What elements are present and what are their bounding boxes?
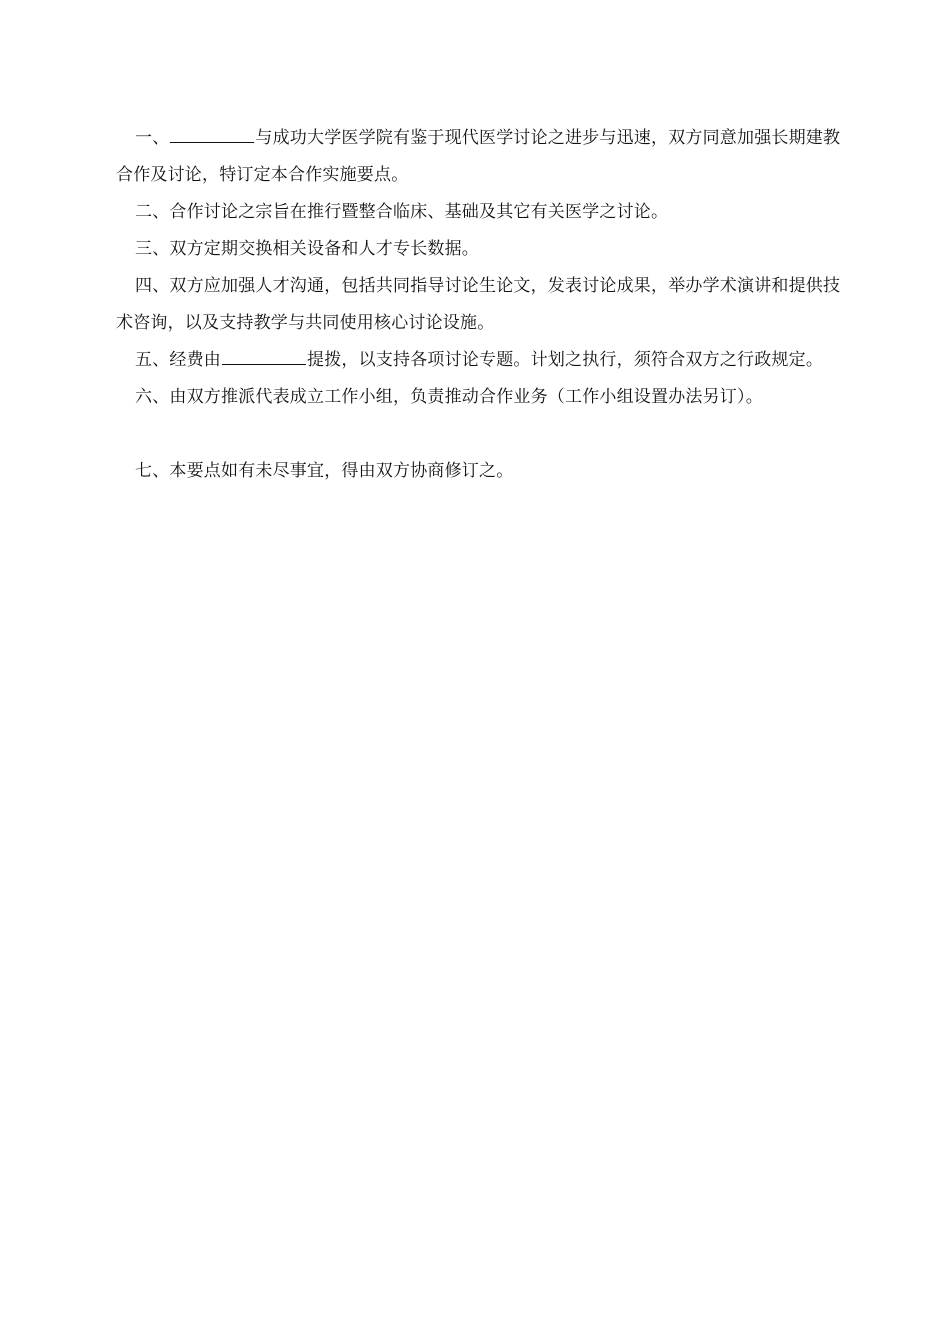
document-body [116,120,846,490]
clause-text: 双方定期交换相关设备和人才专长数据。 [169,239,480,259]
clause-text: 本要点如有未尽事宜，得由双方协商修订之。 [169,461,514,481]
clause-text: 提拨，以支持各项讨论专题。计划之执行，须符合双方之行政规定。 [307,350,824,370]
clause-number: 三、 [135,239,170,259]
clause-text: 合作讨论之宗旨在推行暨整合临床、基础及其它有关医学之讨论。 [169,202,669,222]
clause-1 [116,120,846,194]
clause-6 [116,379,846,416]
clause-number: 二、 [135,202,170,222]
clause-text: 由双方推派代表成立工作小组，负责推动合作业务（工作小组设置办法另订）。 [169,387,763,407]
clause-7 [116,453,846,490]
clause-number: 四、 [135,276,170,296]
fill-in-blank [222,347,306,365]
clause-number: 六、 [135,387,170,407]
clause-text: 双方应加强人才沟通，包括共同指导讨论生论文，发表讨论成果，举办学术演讲和提供技术咨询，以及支持教学与共同使用核心讨论设施。 [116,276,841,333]
clause-number: 一、 [135,128,170,148]
fill-in-blank [170,125,254,143]
clause-2 [116,194,846,231]
clause-text: 与成功大学医学院有鉴于现代医学讨论之进步与迅速，双方同意加强长期建教合作及讨论，特订定本合作实施要点。 [116,128,841,185]
clause-number: 七、 [135,461,170,481]
clause-4 [116,268,846,342]
clause-number: 五、 [135,350,170,370]
clause-5 [116,342,846,379]
clause-3 [116,231,846,268]
clause-text-before: 经费由 [169,350,222,370]
